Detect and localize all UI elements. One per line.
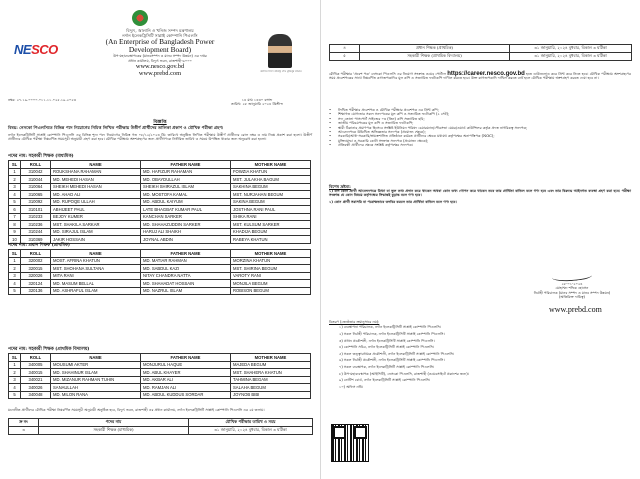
nesco-logo: NESCO	[14, 42, 58, 57]
list-bullet-icon: •	[329, 116, 332, 121]
distribution-item: ৪) কোম্পানি সচিব, নর্দান ইলেকট্রিসিটি সাপ্লাই কোম্পানি পিএলসি।	[339, 345, 435, 350]
cell-father: MD. OBAYDULLAH	[141, 176, 231, 184]
cell-father: MD. NAZRUL ISLAM	[141, 287, 231, 295]
en-title-1: (An Enterprise of Bangladesh Power	[105, 37, 215, 46]
distribution-item: ৩) প্রধান প্রকৌশলী, নর্দান ইলেকট্রিসিটি সাপ্লাই কোম্পানি পিএলসি।	[339, 338, 435, 343]
table-row	[9, 369, 311, 377]
cell-name: MD. RUPOQE ULLAH	[51, 198, 141, 206]
cell-roll: 340015	[21, 369, 51, 377]
list-bullet-icon: •	[329, 143, 332, 148]
col-header: FATHER NAME	[141, 354, 231, 362]
schedule-cell: ৩১ জানুয়ারি, ২০২৪ বুধবার, বিকাল ৩ ঘটিকা	[189, 426, 313, 434]
cell-father: MD. ABUL KHAYER	[141, 369, 231, 377]
distribution-item: ৭) সকল ব্যবস্থাপক, নর্দান ইলেকট্রিসিটি সাপ্লাই কোম্পানি পিএলসি।	[339, 364, 435, 369]
cell-roll: 320136	[21, 287, 51, 295]
cell-mother: MST. KULSUM SARKER	[231, 221, 311, 229]
table-row	[9, 198, 311, 206]
list-bullet-icon: •	[329, 112, 332, 117]
distribution-item: ২) সকল নির্বাহী পরিচালক, নর্দান ইলেকট্রিসিটি সাপ্লাই কোম্পানি পিএলসি।	[339, 332, 445, 336]
documents-list	[329, 108, 631, 148]
cell-mother: KHADIJA BEGUM	[231, 228, 311, 236]
list-bullet-icon: •	[329, 121, 332, 126]
cell-name: MOST. AFRINA KHATUN	[51, 257, 141, 265]
website-link-2[interactable]: www.prebd.com	[138, 70, 182, 78]
cell-sl: 4	[9, 384, 21, 392]
cell-father: MD. RAMJAN ALI	[141, 384, 231, 392]
cell-name: MD. ASHRAFUL ISLAM	[51, 287, 141, 295]
cell-sl: 3	[9, 376, 21, 384]
cell-sl: 1	[9, 257, 21, 265]
cell-roll: 310042	[21, 168, 51, 176]
schedule-header-row	[9, 419, 313, 427]
col-header: ROLL	[21, 354, 51, 362]
cell-name: BEJOY KUMER	[51, 213, 141, 221]
website-link[interactable]: www.nesco.gov.bd	[135, 63, 185, 71]
candidate-table-2	[8, 249, 311, 295]
cell-father: MD. SABDUL KAZI	[141, 265, 231, 273]
cell-mother: SHIKA RANI	[231, 213, 311, 221]
notice-body: নর্দান ইলেকট্রিসিটি সাপ্লাই কোম্পানি পিএলসি এর বিভিন্ন শূন্য পদে নিয়োগের নিমিত্ত গত ০৮/১২/২০২৩ খ্রি: তারিখে অনুষ্ঠিত লিখিত পরীক্ষায় উত্তীর্ণ প্রার্থীদের রোল নম্বর ও নাম নিম্নে প্রকাশ করা হলো। উত্তীর্ণ প্রার্থীদের মৌখিক পরীক্ষা নিম্নবর্ণিত সময়সূচী অনুযায়ী গ্রহণ করা হবে। মৌখিক পরীক্ষায় অংশগ্রহণের জন্য প্রার্থীগণকে নির্ধারিত তারিখ ও সময়ে উপস্থিত থাকার জন্য অনুরোধ করা হলো।	[8, 133, 312, 142]
cell-name: MD. MASUM BELLAL	[51, 280, 141, 288]
cell-mother: FOWZIA KHATUN	[231, 168, 311, 176]
cell-roll: 310236	[21, 221, 51, 229]
cell-name: MST. SHOHANA SULTANA	[51, 265, 141, 273]
table-row	[9, 272, 311, 280]
cell-sl: 5	[9, 391, 21, 399]
document-page-right	[321, 0, 640, 479]
cell-name: MOUSUMI AKTER	[51, 361, 141, 369]
table-row	[9, 287, 311, 295]
table-1-title: পদের নাম: সহকারী শিক্ষক (মাধ্যমিক)	[8, 154, 74, 159]
portrait-caption: জাতির পিতা বঙ্গবন্ধু শেখ মুজিবুর রহমান	[260, 70, 302, 73]
col-header: FATHER NAME	[141, 250, 231, 258]
distribution-list	[329, 320, 631, 390]
cell-name: MD. SHAHINUR ISLAM	[51, 369, 141, 377]
cell-name: SHEIKH MEHEDI HASAN	[51, 183, 141, 191]
cell-mother: SAKINA BEGUM	[231, 198, 311, 206]
distribution-item: ১) ব্যবস্থাপনা পরিচালক, নর্দান ইলেকট্রিসিটি সাপ্লাই কোম্পানি পিএলসি।	[339, 325, 442, 330]
cell-father: MD. MATIAR RAHMAN	[141, 257, 231, 265]
distribution-item: ৫) সকল তত্ত্বাবধায়ক প্রকৌশলী, নর্দান ইলেকট্রিসিটি সাপ্লাই কোম্পানি পিএলসি।	[339, 351, 455, 356]
distribution-item: ৯) নোটিশ বোর্ড, নর্দান ইলেকট্রিসিটি সাপ্লাই কোম্পানি পিএলসি।	[339, 378, 431, 383]
list-bullet-icon: •	[329, 130, 332, 135]
cell-mother: VAROTY RANI	[231, 272, 311, 280]
special-note-1: ১) যদি কোন প্রার্থী আবেদনপত্রে মিথ্যা বা ভুল তথ্য প্রদান করে থাকেন অথবা কোন তথ্য গোপন করে থাকেন তবে তার প্রার্থিতা বাতিল বলে গণ্য হবে এবং তার বিরুদ্ধে আইনগত ব্যবস্থা গ্রহণ করা হবে। পরীক্ষা সংক্রান্ত যে কোন বিষয়ে কর্তৃপক্ষের সিদ্ধান্তই চূড়ান্ত বলে গণ্য হবে।	[329, 189, 631, 198]
prebd-watermark: www.prebd.com	[549, 305, 602, 314]
col-header: SL	[9, 354, 21, 362]
notice-heading: বিজ্ঞপ্তি	[153, 120, 167, 125]
cell-name: SANAULLAH	[51, 384, 141, 392]
col-header: NAME	[51, 354, 141, 362]
table-row	[9, 280, 311, 288]
cell-mother: RABEYA KHATUN	[231, 236, 311, 244]
cell-roll: 340021	[21, 376, 51, 384]
cell-sl: 1	[9, 168, 21, 176]
cell-mother: SAKHINA BEGUM	[231, 183, 311, 191]
table-row	[9, 391, 311, 399]
cell-roll: 310064	[21, 183, 51, 191]
schedule-cell: প্রধান শিক্ষক (প্রাথমিক)	[360, 45, 510, 53]
cell-father: NITAY CHANDRA NATTA	[141, 272, 231, 280]
schedule-col-header: ক্র নং	[9, 419, 39, 427]
cell-father: MD. SHAHAZUDDIN SARKER	[141, 221, 231, 229]
cell-mother: JOSTHNA RANI PAUL	[231, 206, 311, 214]
col-header: SL	[9, 250, 21, 258]
cell-father: MD. ABDUL KUDDUS SORDAR	[141, 391, 231, 399]
cell-name: MITA RANI	[51, 272, 141, 280]
list-item-text: লিখিত পরীক্ষার প্রবেশপত্র ও মৌখিক পরীক্ষার প্রবেশপত্র এর প্রিন্ট কপি;	[338, 108, 439, 112]
table-row	[9, 257, 311, 265]
distribution-item: ৮) উপ-মহাব্যবস্থাপক (আইসিটি), নেসকো পিএলসি, রাজশাহী (ওয়েবসাইটে প্রকাশের জন্য)।	[339, 371, 469, 376]
list-bullet-icon: •	[329, 134, 332, 139]
cell-father: MONJURUL HAQUE	[141, 361, 231, 369]
table-row	[9, 213, 311, 221]
col-header: MOTHER NAME	[231, 250, 311, 258]
cell-roll: 340048	[21, 391, 51, 399]
col-header: NAME	[51, 161, 141, 169]
memo-line	[8, 98, 312, 107]
cell-roll: 320002	[21, 257, 51, 265]
special-notes	[329, 184, 631, 204]
table-row	[9, 206, 311, 214]
govt-seal-icon	[132, 10, 148, 26]
notice-subject: বিষয়: নেসকো পিএলসিতে বিভিন্ন পদে নিয়োগের নিমিত্ত লিখিত পরীক্ষায় উত্তীর্ণ প্রার্থীদের তালিকা প্রকাশ ও মৌখিক পরীক্ষা গ্রহণ।	[8, 125, 224, 130]
list-bullet-icon: •	[329, 138, 332, 143]
cell-mother: MONJILA BEGUM	[231, 280, 311, 288]
list-item-text: মুক্তিযোদ্ধা ও সরকারি কোটা সংক্রান্ত সনদপত্র (প্রযোজ্য ক্ষেত্রে);	[338, 138, 429, 143]
cell-sl: 8	[9, 221, 21, 229]
table-row	[9, 191, 311, 199]
cell-roll: 310369	[21, 236, 51, 244]
list-item-text: সরকারি/আধা-সরকারি/স্বায়ত্তশাসিত প্রতিষ্ঠানে কর্মরত প্রার্থীদের ক্ষেত্রে যথাযথ কর্তৃপক্ষের অনাপত্তিপত্র (NOC);	[338, 134, 495, 139]
cell-name: MD. MILON RANA	[51, 391, 141, 399]
cell-sl: 3	[9, 272, 21, 280]
viva-notice: মনোনীত প্রার্থীদের মৌখিক পরীক্ষা নিম্নবর্ণিত সময়সূচী অনুযায়ী অনুষ্ঠিত হবে, বিদ্যুৎ ভবন, রাজশাহী এর প্রধান কার্যালয়, নর্দান ইলেকট্রিসিটি সাপ্লাই কোম্পানি পিএলসি এর ২য় তলায়।	[8, 408, 265, 412]
cell-father: MD. HAFIZUR RAHAMAN	[141, 168, 231, 176]
cell-name: ROUKSHANA RAHAMAN	[51, 168, 141, 176]
table-row	[9, 376, 311, 384]
cell-sl: 9	[9, 228, 21, 236]
candidate-table-1	[8, 160, 311, 244]
table-row	[9, 265, 311, 273]
signature-title: নির্বাহী পরিচালক (মানব সম্পদ ও মানব সম্পদ উন্নয়ন)	[533, 290, 611, 295]
cell-mother: MST. NURJAHAN BEGUM	[231, 191, 311, 199]
list-item-text: প্রতিবন্ধী প্রার্থীদের ক্ষেত্রে সংশ্লিষ্ট কর্তৃপক্ষের সনদপত্র।	[338, 143, 414, 148]
col-header: FATHER NAME	[141, 161, 231, 169]
special-note-2: ২) কোন প্রার্থী সরাসরি বা পরোক্ষভাবে তদবির করলে তার প্রার্থিতা বাতিল বলে গণ্য হবে।	[329, 199, 457, 204]
cell-father: MD. ABDUL KAIYUM	[141, 198, 231, 206]
memo-date-en: ২৮ জানুয়ারি ২০২৪ খ্রিস্টাব্দ	[242, 102, 284, 107]
list-item-text: শিক্ষাগত যোগ্যতার সকল সনদপত্রের মূল কপি ও সত্যায়িত ফটোকপি (২ সেট);	[338, 112, 450, 117]
distribution-item: ৬) সকল নির্বাহী প্রকৌশলী, নর্দান ইলেকট্রিসিটি সাপ্লাই কোম্পানি পিএলসি।	[339, 358, 445, 363]
cell-father: JOYNAL ABDIN	[141, 236, 231, 244]
memo-date-bn: ১৪ মাঘ ১৪৩০ বঙ্গাব্দ	[241, 98, 273, 102]
schedule-row	[330, 52, 632, 60]
cell-father: KANCHAN SARKER	[141, 213, 231, 221]
col-header: SL	[9, 161, 21, 169]
table-header-row	[9, 161, 311, 169]
cell-roll: 310065	[21, 191, 51, 199]
schedule-cell: ৫	[330, 52, 360, 60]
table-row	[9, 384, 311, 392]
memo-date-label: তারিখ:	[230, 102, 242, 107]
cell-sl: 3	[9, 183, 21, 191]
cell-roll: 310233	[21, 213, 51, 221]
cell-sl: 7	[9, 213, 21, 221]
signature-name: মোহাম্মদ শফিক হোসেন	[555, 286, 589, 291]
cell-roll: 320124	[21, 280, 51, 288]
col-header: NAME	[51, 250, 141, 258]
table-2-title: পদের নাম: প্রধান শিক্ষক (প্রাথমিক)	[8, 243, 70, 248]
letterhead	[0, 6, 320, 98]
schedule-row	[330, 45, 632, 53]
schedule-col-header: মৌখিক পরীক্ষার তারিখ ও সময়	[189, 419, 313, 427]
letterhead-text	[72, 28, 248, 77]
govt-line-2: নর্দান ইলেকট্রিসিটি সাপ্লাই কোম্পানি পিএলসি	[122, 33, 198, 38]
cell-name: MD. MEHEDI HASAN	[51, 176, 141, 184]
cell-roll: 320026	[21, 272, 51, 280]
schedule-row	[9, 426, 313, 434]
cell-father: MD. SHAHADAT HOSSAIN	[141, 280, 231, 288]
cell-sl: 1	[9, 361, 21, 369]
dept-line-1: উপ-মহাব্যবস্থাপকের (মানবসম্পদ ও মানব সম্পদ উন্নয়ন) এর দপ্তর	[113, 54, 207, 59]
cell-roll: 310092	[21, 198, 51, 206]
cell-mother: MST. JULAKHA BAGUM	[231, 176, 311, 184]
schedule-cell: ৩	[9, 426, 39, 434]
cell-father: HARUJ ALI SHAIKH	[141, 228, 231, 236]
cell-sl: 2	[9, 176, 21, 184]
table-row	[9, 176, 311, 184]
cell-roll: 310244	[21, 228, 51, 236]
cell-father: LATE BHAGBAT KUMAR PAUL	[141, 206, 231, 214]
viva-schedule-table-right	[329, 44, 632, 61]
cell-sl: 4	[9, 280, 21, 288]
col-header: MOTHER NAME	[231, 161, 311, 169]
schedule-cell: ৪	[330, 45, 360, 53]
cell-mother: MORZINA KHATUN	[231, 257, 311, 265]
cell-sl: 5	[9, 198, 21, 206]
cell-father: MD. AKBAR ALI	[141, 376, 231, 384]
table-header-row	[9, 354, 311, 362]
cell-mother: JOYNOB BIBI	[231, 391, 311, 399]
list-bullet-icon: •	[329, 125, 332, 130]
cell-roll: 320015	[21, 265, 51, 273]
list-item	[329, 143, 631, 147]
signature-org: (অতিরিক্ত দায়িত্ব)	[559, 295, 585, 300]
govt-line-1: বিদ্যুৎ, জ্বালানি ও খনিজ সম্পদ মন্ত্রণালয়	[126, 28, 194, 33]
cell-name: MD. AHAD ALI	[51, 191, 141, 199]
col-header: ROLL	[21, 161, 51, 169]
cell-roll: 340026	[21, 384, 51, 392]
schedule-cell: ৩১ জানুয়ারি, ২০২৪ বুধবার, বিকাল ৩ ঘটিকা	[510, 52, 632, 60]
cell-father: SHEIKH SHIRAZUL ISLAM	[141, 183, 231, 191]
list-item-text: জাতীয় পরিচয়পত্রের মূল কপি ও সত্যায়িত ফটোকপি;	[338, 121, 414, 126]
list-bullet-icon: •	[329, 108, 332, 112]
cell-mother: TAHMINA BEGAM	[231, 376, 311, 384]
schedule-cell: সহকারী শিক্ষক (মাধ্যমিক)	[39, 426, 189, 434]
cell-sl: 6	[9, 206, 21, 214]
cell-name: MD. SIRAJUL ISLAM	[51, 228, 141, 236]
viva-schedule-table-left	[8, 418, 313, 435]
col-header: ROLL	[21, 250, 51, 258]
list-item-text: স্থায়ী ঠিকানার প্রমাণপত্র হিসেবে সংশ্লিষ্ট ইউনিয়ন পরিষদ চেয়ারম্যান/পৌরসভা মেয়র/ওয়ার্ড কাউন্সিলর কর্তৃক প্রদত্ত নাগরিকত্ব সনদপত্র;	[338, 125, 528, 130]
memo-number: নম্বর: ২৭.১৯.০০০০.০১১.১১.০২৫.১৯.২০২৩	[8, 98, 76, 102]
cell-mother: ROBISON BEGUM	[231, 287, 311, 295]
cell-sl: 5	[9, 287, 21, 295]
table-3-title: পদের নাম: সহকারী শিক্ষক (প্রাথমিক বিদ্যালয়)	[8, 347, 90, 352]
schedule-cell: সহকারী শিক্ষক (প্রাথমিক বিদ্যালয়)	[360, 52, 510, 60]
career-portal-link[interactable]: https://career.nesco.gov.bd	[447, 71, 525, 77]
table-row	[9, 168, 311, 176]
portrait-image	[268, 34, 292, 68]
cell-name: JAKIR HOSSAIN	[51, 236, 141, 244]
col-header: MOTHER NAME	[231, 354, 311, 362]
table-row	[9, 183, 311, 191]
en-title-2: Development Board)	[128, 45, 192, 55]
dept-line-2: প্রধান কার্যালয়, বিদ্যুৎ ভবন, রাজশাহী-৬০০০	[128, 58, 192, 63]
special-title: বিশেষ দ্রষ্টব্য:	[329, 184, 351, 189]
cell-roll: 340005	[21, 361, 51, 369]
cell-father: MD. MOSTOFA KAMAL	[141, 191, 231, 199]
list-item-text: আবেদনপত্রে উল্লিখিত অভিজ্ঞতার সনদপত্র (প্রযোজ্য ক্ষেত্রে);	[338, 130, 426, 135]
instructions-text: মৌখিক পরীক্ষার 'প্রবেশ পত্র' নেসকো পিএলসি এর নিয়োগ সংক্রান্ত ওয়েব পোর্টাল	[329, 72, 446, 76]
cell-mother: SALAHA BEGUM	[231, 384, 311, 392]
cell-name: ABHIJEET PAUL	[51, 206, 141, 214]
instructions-text-2: হতে ডাউনলোড করে প্রিন্ট করে নিতে হবে। মৌখিক পরীক্ষায় অংশগ্রহণের সময় প্রবেশপত্রের সাথে নিম্নবর্ণিত কাগজপত্রাদির মূল কপি ও সত্যায়িত ফটোকপি দাখিল করতে হবে। উক্ত কাগজপত্রাদি দাখিল করতে ব্যর্থ হলে মৌখিক পরীক্ষায় অংশগ্রহণ করতে দেয়া হবে না।	[329, 72, 631, 81]
signature-block	[517, 272, 627, 300]
distribution-item: ১০) অফিস নথি।	[339, 384, 364, 389]
cell-sl: 4	[9, 191, 21, 199]
table-row	[9, 221, 311, 229]
table-row	[9, 361, 311, 369]
candidate-table-3	[8, 353, 311, 399]
cell-mother: MST. SHAHERA KHATUN	[231, 369, 311, 377]
table-row	[9, 228, 311, 236]
signature-date: ২৮-০১-২০২৪	[561, 282, 583, 286]
qr-code	[331, 424, 369, 462]
instructions-paragraph	[329, 72, 631, 81]
schedule-col-header: পদের নাম	[39, 419, 189, 427]
distribution-title: বিতরণ (জ্যেষ্ঠতার ক্রমানুসারে নয়):	[329, 320, 380, 324]
cell-name: MD. MIZANUR RAHMAN TUHIN	[51, 376, 141, 384]
cell-mother: MST. SHIRINA BEGUM	[231, 265, 311, 273]
table-header-row	[9, 250, 311, 258]
cell-name: MST. SHAKILA SARKAR	[51, 221, 141, 229]
cell-sl: 10	[9, 236, 21, 244]
cell-sl: 2	[9, 369, 21, 377]
list-item-text: সদ্য তোলা পাসপোর্ট সাইজের ০৩ (তিন) কপি সত্যায়িত ছবি;	[338, 116, 425, 121]
schedule-cell: ৩১ জানুয়ারি, ২০২৪ বুধবার, বিকাল ৩ ঘটিকা	[510, 45, 632, 53]
cell-roll: 310101	[21, 206, 51, 214]
cell-sl: 2	[9, 265, 21, 273]
cell-mother: MAJEDA BEGUM	[231, 361, 311, 369]
cell-roll: 310044	[21, 176, 51, 184]
